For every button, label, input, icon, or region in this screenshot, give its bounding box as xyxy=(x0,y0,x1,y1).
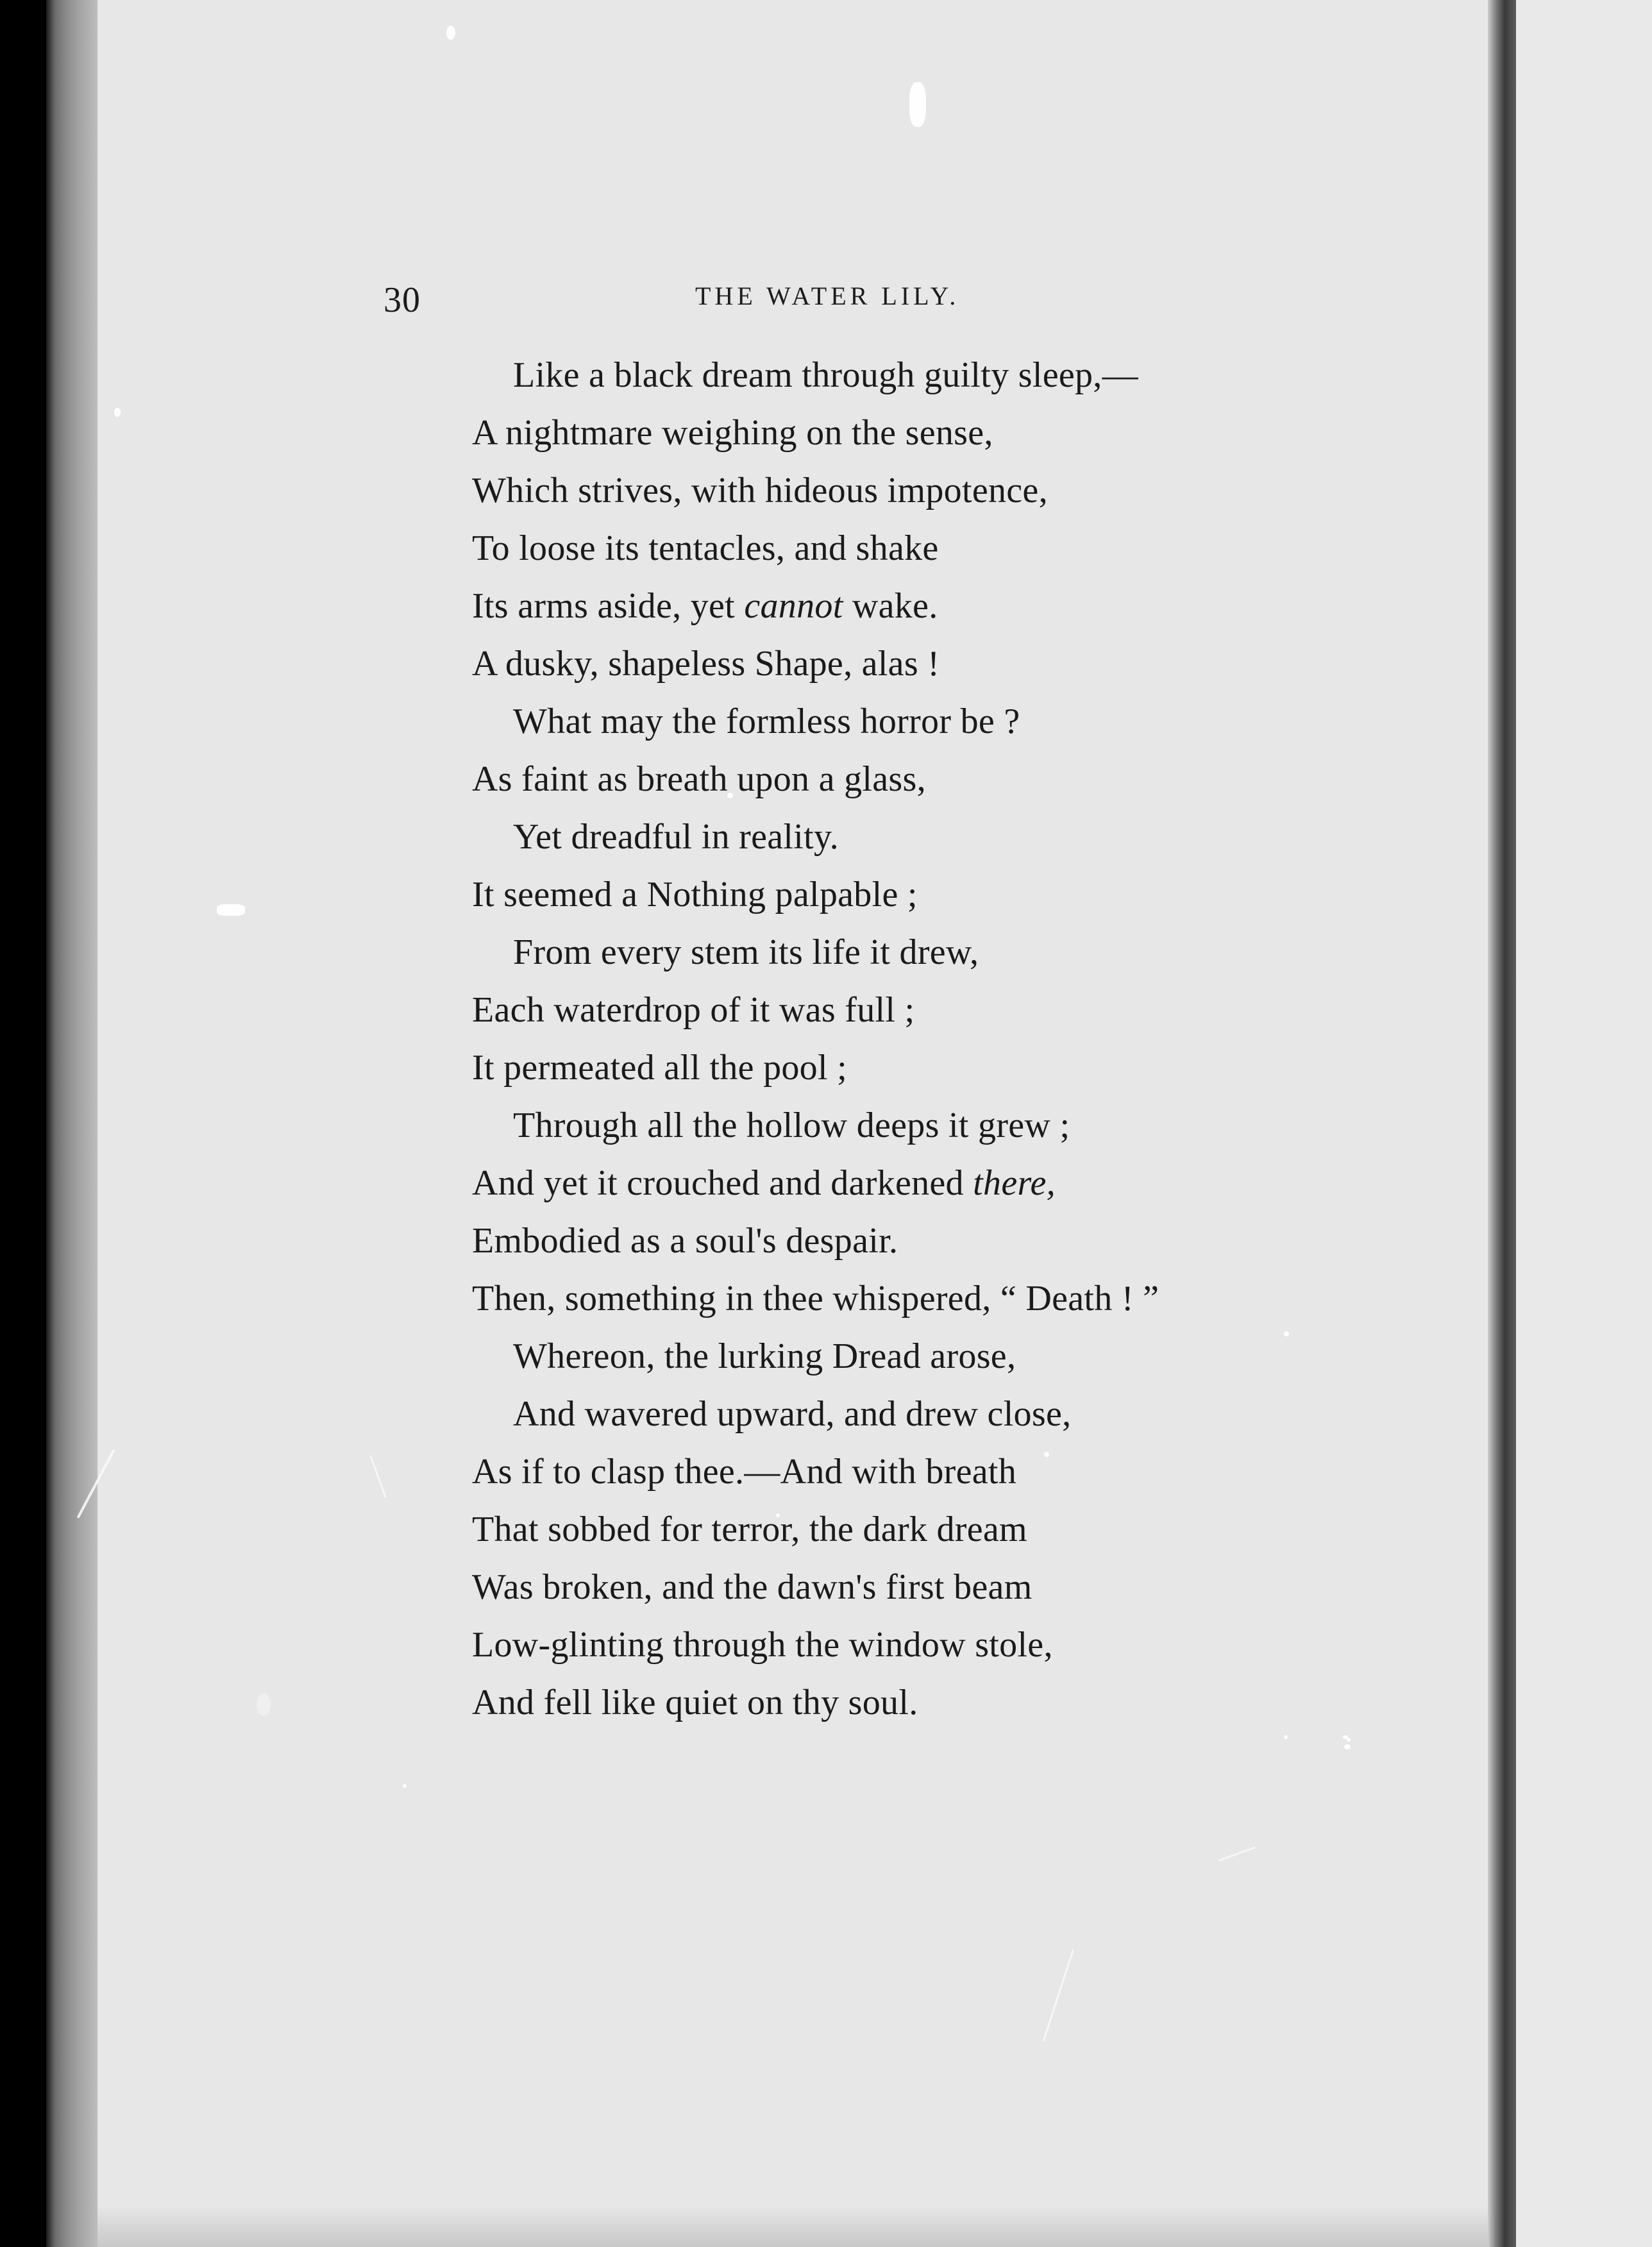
poem-line: As faint as breath upon a glass, xyxy=(472,759,926,799)
poem-line: Through all the hollow deeps it grew ; xyxy=(513,1106,1070,1145)
page-bottom-shading xyxy=(97,2206,1488,2247)
poem-line: Which strives, with hideous impotence, xyxy=(472,471,1048,510)
dust-speck xyxy=(909,82,926,127)
poem-line: A nightmare weighing on the sense, xyxy=(472,413,993,453)
poem-line-emphasis: there, xyxy=(973,1163,1056,1203)
poem-line: That sobbed for terror, the dark dream xyxy=(472,1510,1027,1549)
page-gutter xyxy=(1488,0,1516,2247)
poem-line-text: Its arms aside, yet xyxy=(472,586,745,626)
page-number: 30 xyxy=(384,280,421,320)
poem-line-emphasis: cannot xyxy=(744,586,843,626)
book-page-edges xyxy=(46,0,97,2247)
dust-speck xyxy=(1347,1738,1351,1742)
poem-line-text: And yet it crouched and darkened xyxy=(472,1163,973,1203)
facing-page-edge xyxy=(1516,0,1652,2247)
poem-line: Was broken, and the dawn's first beam xyxy=(472,1567,1032,1607)
running-title: THE WATER LILY. xyxy=(695,282,960,310)
poem-line: To loose its tentacles, and shake xyxy=(472,528,939,568)
dust-speck xyxy=(403,1784,407,1788)
dust-speck xyxy=(217,904,245,916)
poem-line: Then, something in thee whispered, “ Death ! ” xyxy=(472,1279,1159,1318)
poem-body xyxy=(472,346,1306,1731)
dust-speck xyxy=(446,26,455,40)
poem-line: Embodied as a soul's despair. xyxy=(472,1221,898,1261)
dust-speck xyxy=(114,408,121,417)
poem-line: Low-glinting through the window stole, xyxy=(472,1625,1053,1665)
poem-line-text: wake. xyxy=(843,586,938,626)
poem-line xyxy=(472,577,1306,635)
poem-line: What may the formless horror be ? xyxy=(513,702,1020,741)
poem-line: It permeated all the pool ; xyxy=(472,1048,847,1088)
poem-line: Whereon, the lurking Dread arose, xyxy=(513,1336,1016,1376)
poem-line: And fell like quiet on thy soul. xyxy=(472,1683,918,1722)
dust-speck xyxy=(257,1693,271,1716)
poem-line: Like a black dream through guilty sleep,— xyxy=(513,355,1138,395)
poem-line: It seemed a Nothing palpable ; xyxy=(472,875,918,914)
poem-line: As if to clasp thee.—And with breath xyxy=(472,1452,1017,1492)
poem-line: From every stem its life it drew, xyxy=(513,932,979,972)
poem-line xyxy=(472,1154,1306,1212)
poem-line: Yet dreadful in reality. xyxy=(513,817,839,857)
poem-line: A dusky, shapeless Shape, alas ! xyxy=(472,644,940,684)
poem-line: And wavered upward, and drew close, xyxy=(513,1394,1072,1434)
dust-speck xyxy=(1284,1735,1288,1739)
dust-speck xyxy=(1344,1744,1351,1749)
poem-line: Each waterdrop of it was full ; xyxy=(472,990,915,1030)
